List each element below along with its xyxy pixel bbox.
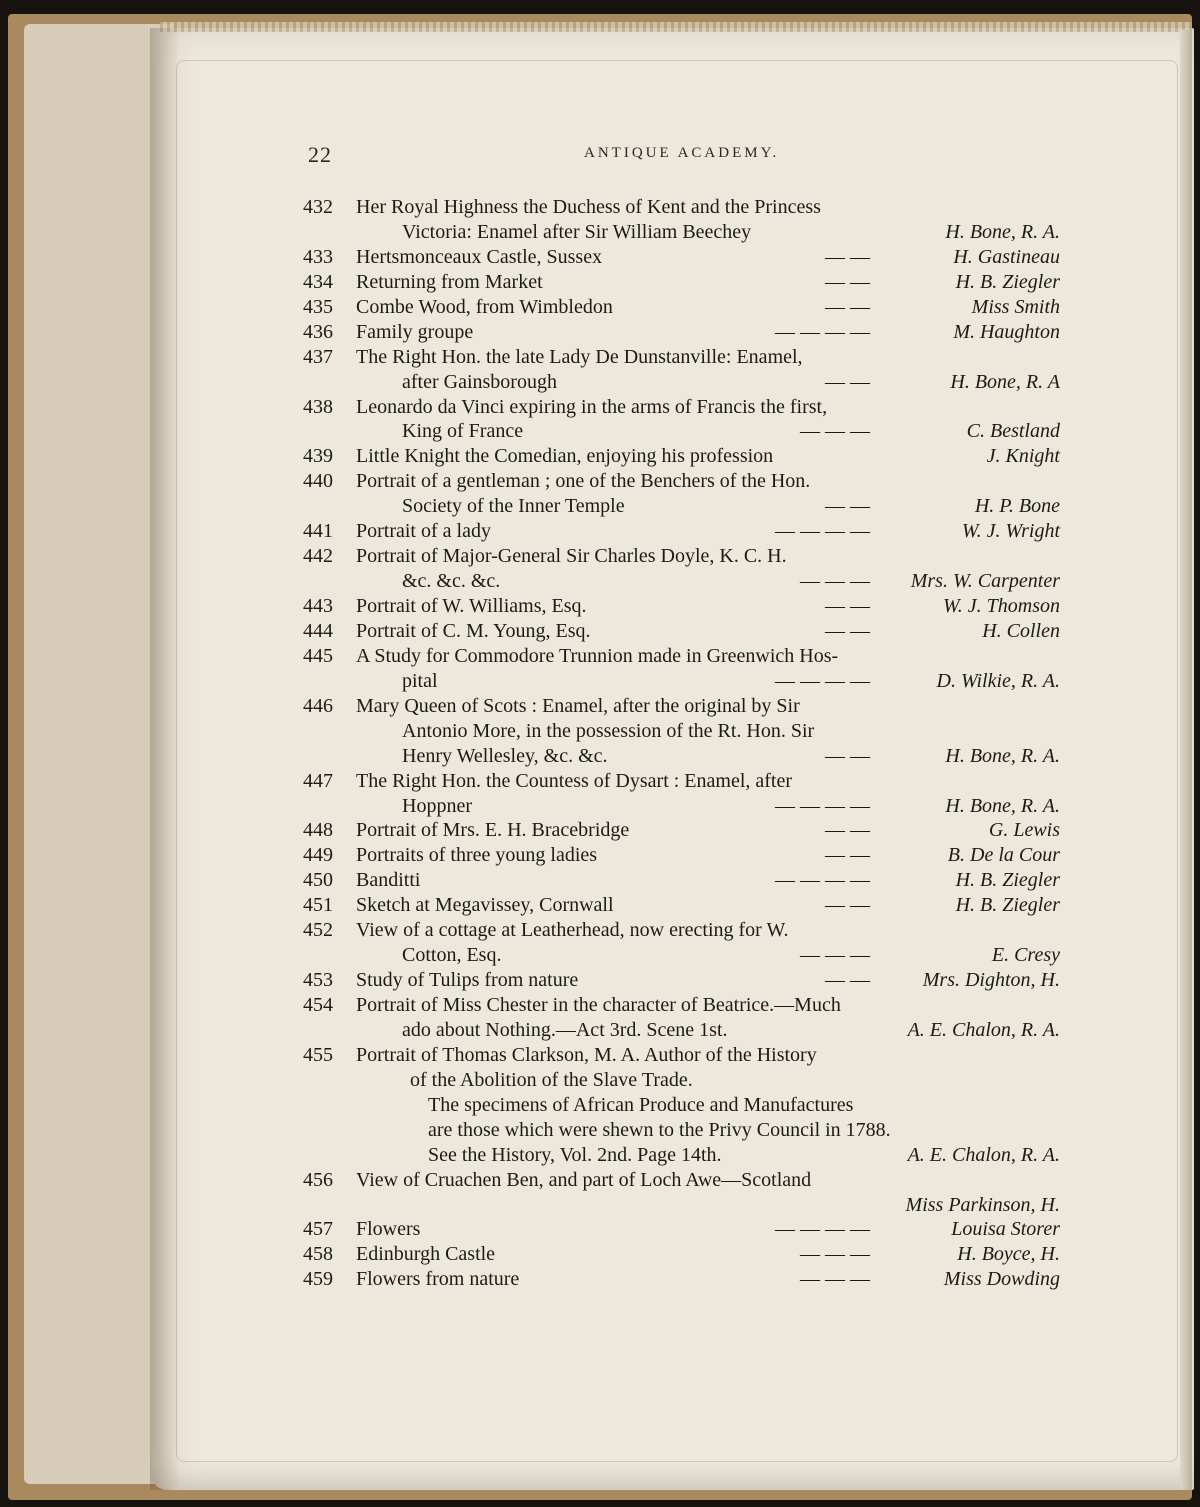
entry-number: 455 xyxy=(303,1043,333,1066)
catalogue-line xyxy=(0,595,1200,620)
entry-title: Mary Queen of Scots : Enamel, after the original by Sir xyxy=(356,694,800,717)
entry-number: 447 xyxy=(303,769,333,792)
catalogue-line xyxy=(0,271,1200,296)
page-edge-top xyxy=(160,22,1192,32)
catalogue-line xyxy=(0,371,1200,396)
catalogue-line xyxy=(0,1144,1200,1169)
leader-dashes: — — — — xyxy=(775,869,870,892)
leader-dashes: — — xyxy=(825,270,870,293)
catalogue-line xyxy=(0,969,1200,994)
artist-name: H. Gastineau xyxy=(953,245,1060,268)
entry-title: Flowers xyxy=(356,1218,421,1241)
artist-name: H. Bone, R. A. xyxy=(945,794,1060,817)
entry-number: 445 xyxy=(303,644,333,667)
leader-dashes: — — — — xyxy=(775,320,870,343)
entry-title: A Study for Commodore Trunnion made in Greenwich Hos- xyxy=(356,644,839,667)
entry-number: 452 xyxy=(303,919,333,942)
entry-title: The Right Hon. the late Lady De Dunstanville: Enamel, xyxy=(356,345,803,368)
entry-title: Portrait of a gentleman ; one of the Benchers of the Hon. xyxy=(356,470,811,493)
entry-title: &c. &c. &c. xyxy=(402,570,501,593)
entry-number: 444 xyxy=(303,619,333,642)
catalogue-line xyxy=(0,819,1200,844)
catalogue-line xyxy=(0,346,1200,371)
entry-title: Portrait of Mrs. E. H. Bracebridge xyxy=(356,819,630,842)
entry-number: 456 xyxy=(303,1168,333,1191)
entry-title: of the Abolition of the Slave Trade. xyxy=(410,1068,693,1091)
artist-name: H. Bone, R. A. xyxy=(945,220,1060,243)
catalogue-line xyxy=(0,570,1200,595)
entry-title: Leonardo da Vinci expiring in the arms of Francis the first, xyxy=(356,395,828,418)
catalogue-line xyxy=(0,296,1200,321)
entry-title: Henry Wellesley, &c. &c. xyxy=(402,744,608,767)
entry-title: Antonio More, in the possession of the Rt. Hon. Sir xyxy=(402,719,815,742)
artist-name: H. Bone, R. A. xyxy=(945,744,1060,767)
catalogue-list xyxy=(0,196,1200,1293)
catalogue-line xyxy=(0,919,1200,944)
leader-dashes: — — xyxy=(825,819,870,842)
artist-name: W. J. Wright xyxy=(961,520,1060,543)
entry-title: See the History, Vol. 2nd. Page 14th. xyxy=(428,1143,722,1166)
entry-title: Combe Wood, from Wimbledon xyxy=(356,295,613,318)
catalogue-line xyxy=(0,1044,1200,1069)
catalogue-line xyxy=(0,695,1200,720)
entry-number: 442 xyxy=(303,545,333,568)
artist-name: H. Boyce, H. xyxy=(957,1243,1060,1266)
catalogue-line xyxy=(0,770,1200,795)
catalogue-line xyxy=(0,994,1200,1019)
entry-title: after Gainsborough xyxy=(402,370,557,393)
entry-number: 439 xyxy=(303,445,333,468)
catalogue-line xyxy=(0,1194,1200,1219)
entry-number: 438 xyxy=(303,395,333,418)
leader-dashes: — — — — xyxy=(775,794,870,817)
entry-number: 440 xyxy=(303,470,333,493)
entry-number: 432 xyxy=(303,196,333,218)
catalogue-line xyxy=(0,520,1200,545)
artist-name: A. E. Chalon, R. A. xyxy=(907,1143,1060,1166)
artist-name: H. B. Ziegler xyxy=(955,270,1060,293)
artist-name: B. De la Cour xyxy=(947,844,1060,867)
entry-title: Portraits of three young ladies xyxy=(356,844,598,867)
catalogue-line xyxy=(0,745,1200,770)
entry-title: Portrait of Major-General Sir Charles Doyle, K. C. H. xyxy=(356,545,787,568)
catalogue-line xyxy=(0,420,1200,445)
catalogue-line xyxy=(0,944,1200,969)
entry-title: Portrait of C. M. Young, Esq. xyxy=(356,619,591,642)
catalogue-line xyxy=(0,645,1200,670)
artist-name: E. Cresy xyxy=(991,944,1060,967)
entry-title: The specimens of African Produce and Manufactures xyxy=(428,1093,854,1116)
entry-number: 437 xyxy=(303,345,333,368)
leader-dashes: — — — xyxy=(800,570,870,593)
artist-name: Miss Dowding xyxy=(943,1268,1060,1291)
artist-name: W. J. Thomson xyxy=(942,595,1060,617)
leader-dashes: — — xyxy=(825,595,870,617)
catalogue-line xyxy=(0,1119,1200,1144)
artist-name: G. Lewis xyxy=(988,819,1060,842)
artist-name: H. B. Ziegler xyxy=(955,894,1060,917)
entry-title: Little Knight the Comedian, enjoying his profession xyxy=(356,445,774,468)
entry-number: 457 xyxy=(303,1218,333,1241)
catalogue-line xyxy=(0,1268,1200,1293)
entry-title: Flowers from nature xyxy=(356,1268,520,1291)
entry-number: 451 xyxy=(303,894,333,917)
entry-title: Edinburgh Castle xyxy=(356,1243,496,1266)
catalogue-line xyxy=(0,795,1200,820)
entry-title: Study of Tulips from nature xyxy=(356,969,579,992)
entry-title: The Right Hon. the Countess of Dysart : Enamel, after xyxy=(356,769,793,792)
entry-number: 446 xyxy=(303,694,333,717)
leader-dashes: — — — xyxy=(800,420,870,443)
page-number: 22 xyxy=(308,142,332,167)
catalogue-line xyxy=(0,869,1200,894)
artist-name: H. B. Ziegler xyxy=(955,869,1060,892)
entry-title: Hertsmonceaux Castle, Sussex xyxy=(356,245,603,268)
entry-title: Family groupe xyxy=(356,320,474,343)
entry-number: 443 xyxy=(303,595,333,617)
catalogue-line xyxy=(0,1243,1200,1268)
entry-number: 436 xyxy=(303,320,333,343)
entry-number: 458 xyxy=(303,1243,333,1266)
catalogue-line xyxy=(0,246,1200,271)
artist-name: J. Knight xyxy=(986,445,1060,468)
entry-title: Banditti xyxy=(356,869,421,892)
leader-dashes: — — — xyxy=(800,944,870,967)
entry-title: Victoria: Enamel after Sir William Beechey xyxy=(402,220,752,243)
artist-name: Mrs. Dighton, H. xyxy=(922,969,1060,992)
leader-dashes: — — xyxy=(825,844,870,867)
catalogue-line xyxy=(0,445,1200,470)
artist-name: M. Haughton xyxy=(953,320,1060,343)
catalogue-line xyxy=(0,1094,1200,1119)
entry-title: Portrait of a lady xyxy=(356,520,491,543)
leader-dashes: — — xyxy=(825,894,870,917)
artist-name: C. Bestland xyxy=(966,420,1060,443)
artist-name: Miss Smith xyxy=(971,295,1060,318)
running-head xyxy=(0,142,1200,172)
entry-title: are those which were shewn to the Privy Council in 1788. xyxy=(428,1118,891,1141)
entry-title: King of France xyxy=(402,420,524,443)
catalogue-line xyxy=(0,1169,1200,1194)
leader-dashes: — — xyxy=(825,744,870,767)
leader-dashes: — — — — xyxy=(775,669,870,692)
running-title: ANTIQUE ACADEMY. xyxy=(584,145,780,161)
entry-title: Portrait of W. Williams, Esq. xyxy=(356,595,587,617)
entry-number: 435 xyxy=(303,295,333,318)
leader-dashes: — — xyxy=(825,495,870,518)
entry-number: 449 xyxy=(303,844,333,867)
artist-name: A. E. Chalon, R. A. xyxy=(907,1018,1060,1041)
catalogue-line xyxy=(0,396,1200,421)
catalogue-line xyxy=(0,844,1200,869)
leader-dashes: — — xyxy=(825,245,870,268)
entry-number: 434 xyxy=(303,270,333,293)
entry-number: 448 xyxy=(303,819,333,842)
catalogue-line xyxy=(0,1069,1200,1094)
leader-dashes: — — xyxy=(825,969,870,992)
artist-name: D. Wilkie, R. A. xyxy=(936,669,1060,692)
entry-title: Returning from Market xyxy=(356,270,543,293)
entry-title: View of a cottage at Leatherhead, now erecting for W. xyxy=(356,919,789,942)
entry-title: Portrait of Thomas Clarkson, M. A. Author of the History xyxy=(356,1043,817,1066)
artist-name: H. Collen xyxy=(982,619,1060,642)
artist-name: H. Bone, R. A xyxy=(950,370,1060,393)
artist-name: H. P. Bone xyxy=(974,495,1060,518)
entry-title: Hoppner xyxy=(402,794,472,817)
artist-name: Louisa Storer xyxy=(951,1218,1060,1241)
entry-number: 433 xyxy=(303,245,333,268)
artist-name: Miss Parkinson, H. xyxy=(905,1193,1060,1216)
catalogue-line xyxy=(0,470,1200,495)
catalogue-line xyxy=(0,196,1200,221)
entry-title: Sketch at Megavissey, Cornwall xyxy=(356,894,614,917)
entry-title: pital xyxy=(402,669,438,692)
entry-title: ado about Nothing.—Act 3rd. Scene 1st. xyxy=(402,1018,728,1041)
catalogue-line xyxy=(0,894,1200,919)
leader-dashes: — — — — xyxy=(775,520,870,543)
entry-title: Her Royal Highness the Duchess of Kent and the Princess xyxy=(356,196,821,218)
entry-title: View of Cruachen Ben, and part of Loch Awe—Scotland xyxy=(356,1168,812,1191)
leader-dashes: — — — — xyxy=(775,1218,870,1241)
leader-dashes: — — xyxy=(825,619,870,642)
leader-dashes: — — — xyxy=(800,1243,870,1266)
catalogue-line xyxy=(0,221,1200,246)
leader-dashes: — — xyxy=(825,370,870,393)
entry-number: 459 xyxy=(303,1268,333,1291)
catalogue-line xyxy=(0,670,1200,695)
entry-title: Portrait of Miss Chester in the character of Beatrice.—Much xyxy=(356,994,841,1016)
catalogue-line xyxy=(0,545,1200,570)
catalogue-line xyxy=(0,495,1200,520)
artist-name: Mrs. W. Carpenter xyxy=(910,570,1060,593)
entry-number: 450 xyxy=(303,869,333,892)
catalogue-line xyxy=(0,1218,1200,1243)
entry-title: Cotton, Esq. xyxy=(402,944,502,967)
catalogue-line xyxy=(0,1019,1200,1044)
leader-dashes: — — xyxy=(825,295,870,318)
entry-number: 454 xyxy=(303,994,333,1016)
catalogue-line xyxy=(0,620,1200,645)
entry-title: Society of the Inner Temple xyxy=(402,495,625,518)
catalogue-line xyxy=(0,720,1200,745)
entry-number: 441 xyxy=(303,520,333,543)
leader-dashes: — — — xyxy=(800,1268,870,1291)
catalogue-line xyxy=(0,321,1200,346)
entry-number: 453 xyxy=(303,969,333,992)
